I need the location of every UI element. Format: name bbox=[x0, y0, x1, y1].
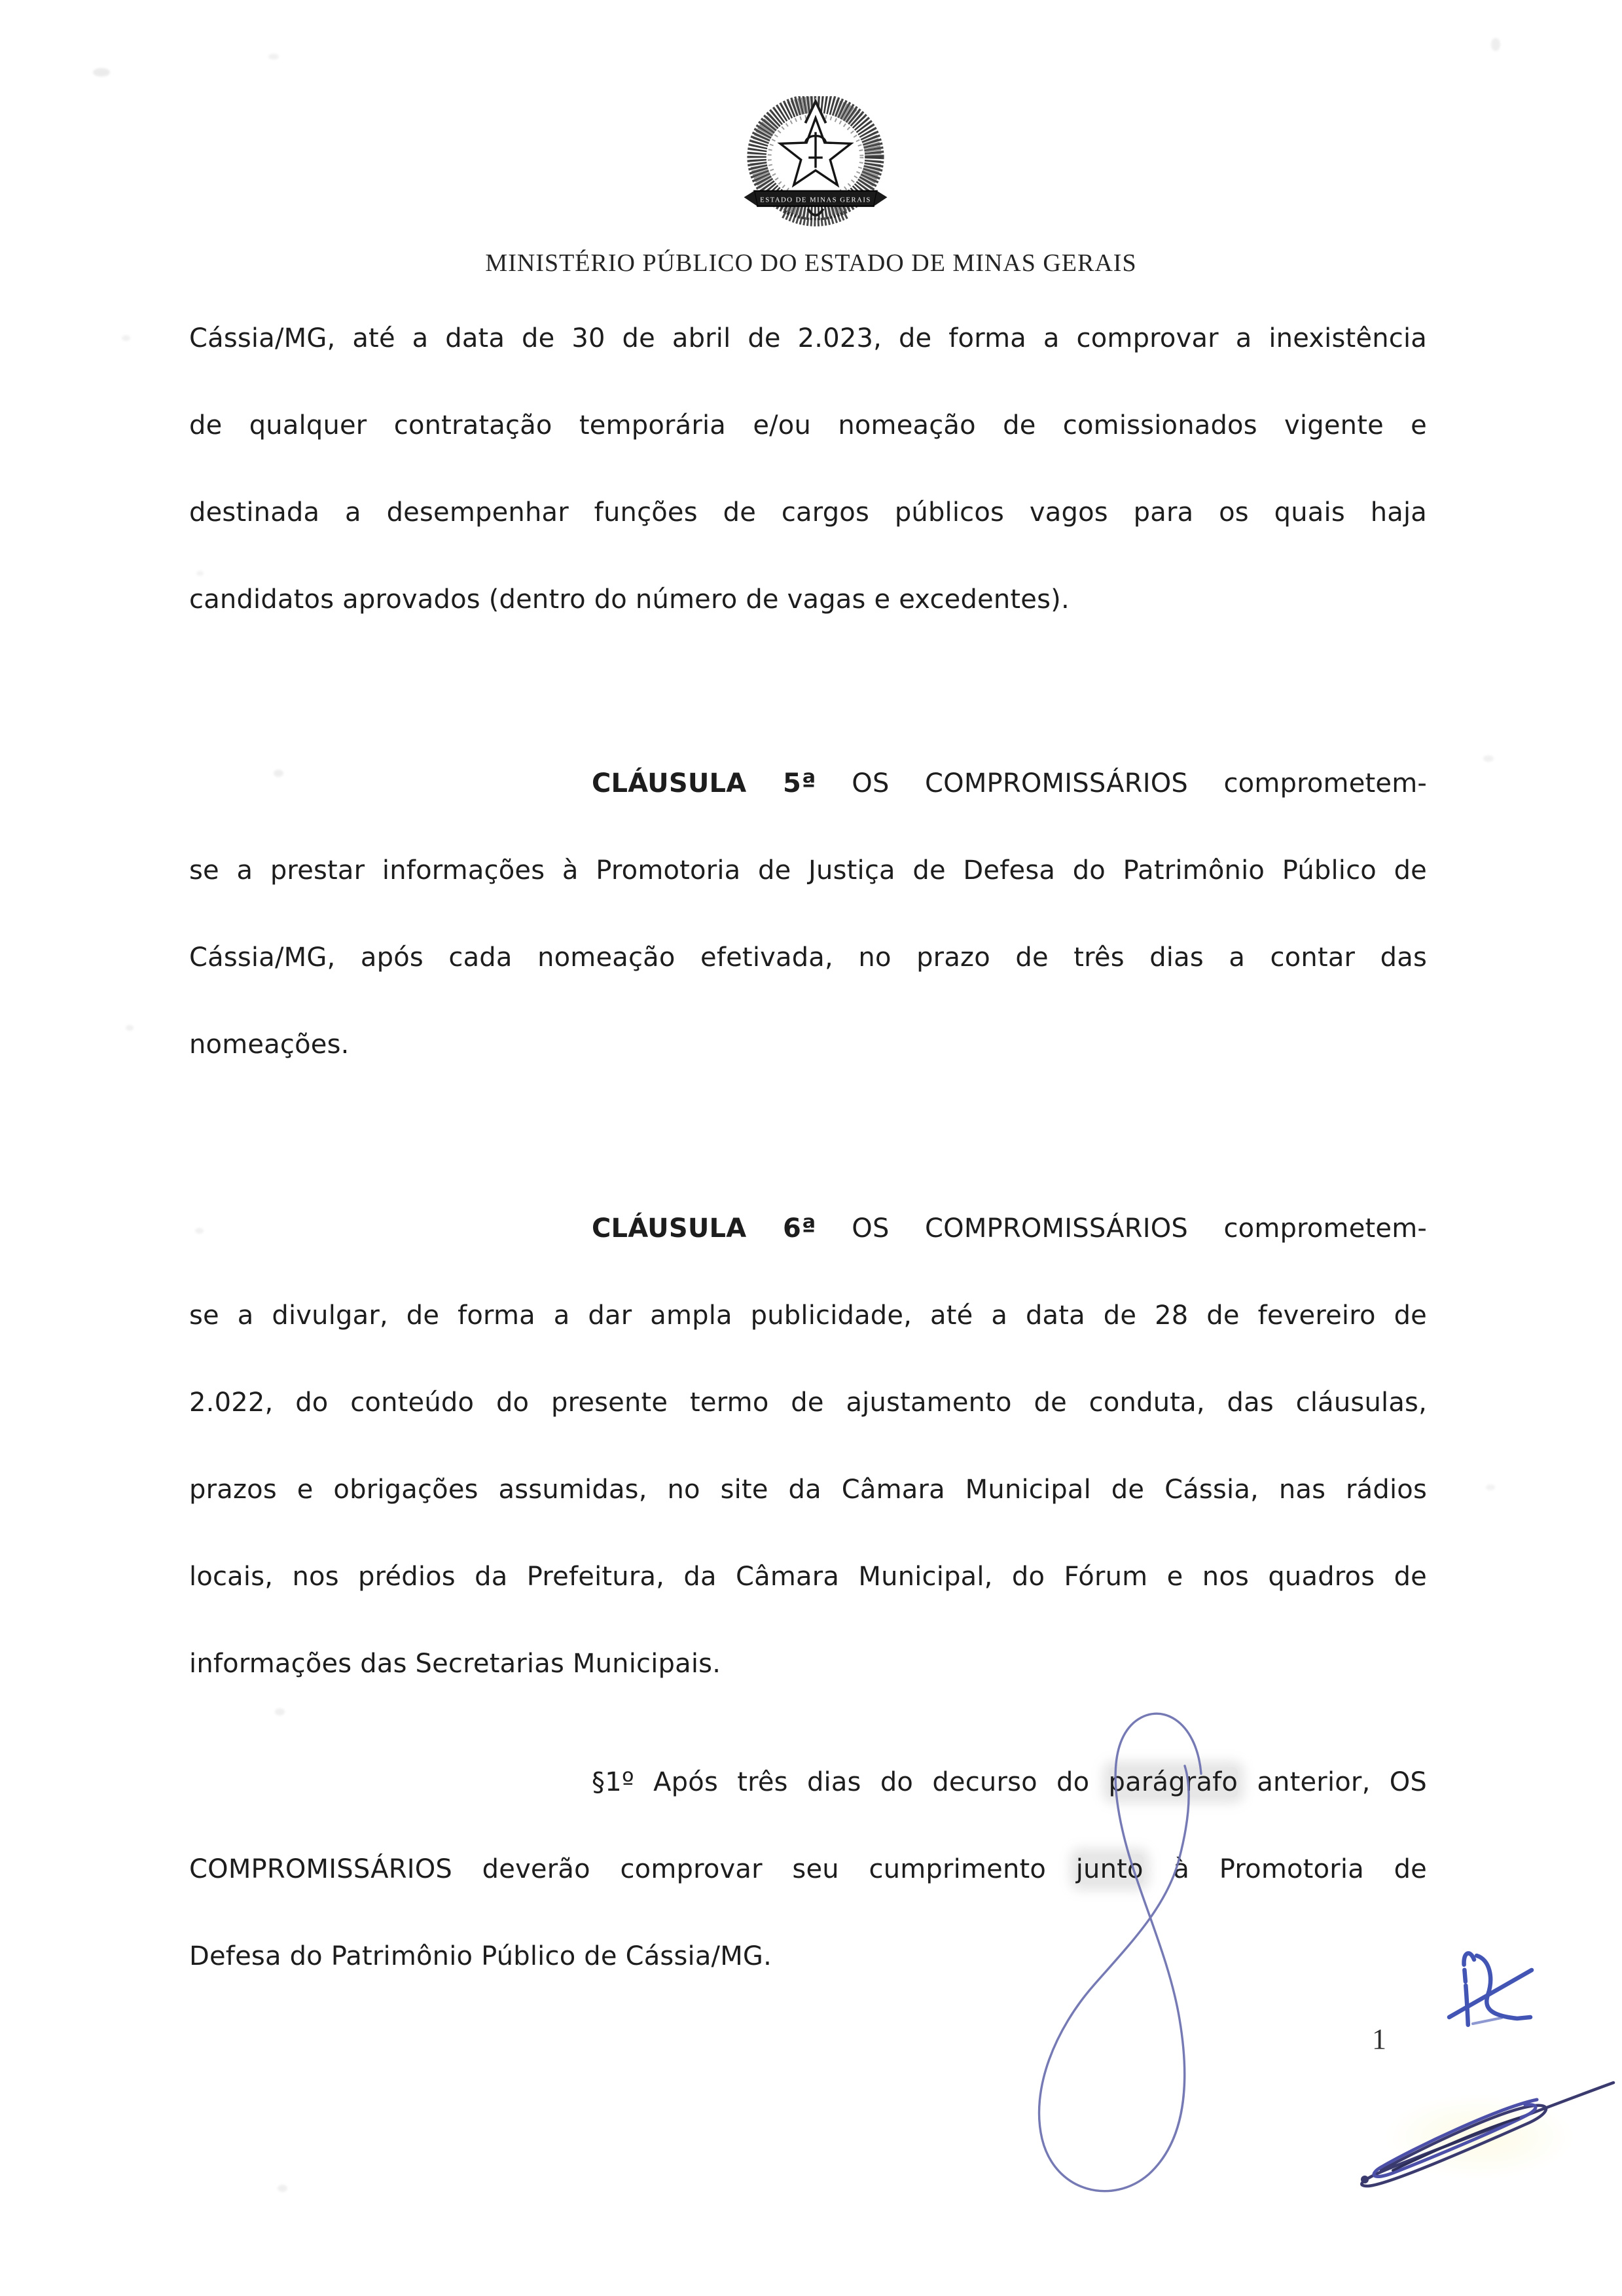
text-segment: 2.022, do conteúdo do presente termo de ajustamento de conduta, das cláusulas, bbox=[189, 1388, 1427, 1418]
signature-initial-A bbox=[1433, 1937, 1545, 2049]
text-segment: Defesa do Patrimônio Público de Cássia/MG. bbox=[189, 1941, 772, 1971]
text-segment: OS COMPROMISSÁRIOS comprometem- bbox=[816, 768, 1427, 798]
text-segment: de qualquer contratação temporária e/ou nomeação de comissionados vigente e bbox=[189, 410, 1427, 440]
document-line bbox=[189, 1359, 1427, 1446]
text-segment: à Promotoria de bbox=[1143, 1854, 1427, 1884]
scan-speck bbox=[126, 1025, 134, 1031]
document-line bbox=[189, 1001, 1427, 1088]
scan-speck bbox=[93, 68, 110, 77]
text-segment: CLÁUSULA 5ª bbox=[592, 768, 816, 798]
scan-speck bbox=[268, 54, 279, 60]
scan-speck bbox=[275, 1708, 285, 1715]
text-segment: candidatos aprovados (dentro do número de vagas e excedentes). bbox=[189, 584, 1070, 615]
text-segment: se a prestar informações à Promotoria de Justiça de Defesa do Patrimônio Público de bbox=[189, 855, 1427, 886]
document-line bbox=[189, 1272, 1427, 1359]
document-line bbox=[189, 469, 1427, 556]
document-line bbox=[189, 382, 1427, 469]
text-segment: se a divulgar, de forma a dar ampla publicidade, até a data de 28 de fevereiro de bbox=[189, 1300, 1427, 1331]
text-segment: parágrafo bbox=[1108, 1767, 1238, 1797]
text-segment: destinada a desempenhar funções de cargos públicos vagos para os quais haja bbox=[189, 497, 1427, 528]
document-line bbox=[189, 740, 1427, 827]
text-segment: Cássia/MG, até a data de 30 de abril de 2.023, de forma a comprovar a inexistência bbox=[189, 323, 1427, 353]
paragraph bbox=[189, 295, 1427, 643]
text-segment: locais, nos prédios da Prefeitura, da Câmara Municipal, do Fórum e nos quadros de bbox=[189, 1562, 1427, 1592]
signature-loop-stroke bbox=[1008, 1689, 1244, 2225]
text-segment: informações das Secretarias Municipais. bbox=[189, 1649, 721, 1679]
scan-speck bbox=[196, 571, 204, 576]
document-line bbox=[189, 1185, 1427, 1272]
paragraph bbox=[189, 740, 1427, 1088]
signature-flourish-scribble bbox=[1329, 2062, 1622, 2199]
scan-speck bbox=[195, 1228, 204, 1234]
scan-speck bbox=[1491, 38, 1500, 51]
scan-speck bbox=[122, 335, 130, 341]
text-segment: Cássia/MG, após cada nomeação efetivada, no prazo de três dias a contar das bbox=[189, 942, 1427, 973]
document-line bbox=[189, 556, 1427, 643]
scan-speck bbox=[1483, 755, 1494, 762]
text-segment: prazos e obrigações assumidas, no site da Câmara Municipal de Cássia, nas rádios bbox=[189, 1475, 1427, 1505]
text-segment: §1º Após três dias do decurso do bbox=[592, 1767, 1109, 1797]
text-segment: COMPROMISSÁRIOS deverão comprovar seu cumprimento bbox=[189, 1854, 1076, 1884]
crest-banner-text: ESTADO DE MINAS GERAIS bbox=[760, 196, 871, 204]
text-segment: OS COMPROMISSÁRIOS comprometem- bbox=[816, 1213, 1427, 1244]
document-line bbox=[189, 914, 1427, 1001]
document-line bbox=[189, 827, 1427, 914]
scan-speck bbox=[274, 770, 283, 777]
scan-speck bbox=[1486, 1484, 1495, 1490]
text-segment: junto bbox=[1075, 1854, 1144, 1884]
organization-name: MINISTÉRIO PÚBLICO DO ESTADO DE MINAS GERAIS bbox=[485, 249, 1137, 277]
paragraph bbox=[189, 1185, 1427, 1708]
document-line bbox=[189, 1534, 1427, 1621]
scan-speck bbox=[278, 2185, 287, 2192]
text-segment: nomeações. bbox=[189, 1030, 350, 1060]
text-segment: CLÁUSULA 6ª bbox=[592, 1213, 816, 1244]
minas-gerais-coat-of-arms-icon bbox=[738, 96, 893, 237]
document-line bbox=[189, 295, 1427, 382]
document-line bbox=[189, 1446, 1427, 1534]
text-segment: anterior, OS bbox=[1238, 1767, 1427, 1797]
page-number: 1 bbox=[1372, 2023, 1386, 2055]
